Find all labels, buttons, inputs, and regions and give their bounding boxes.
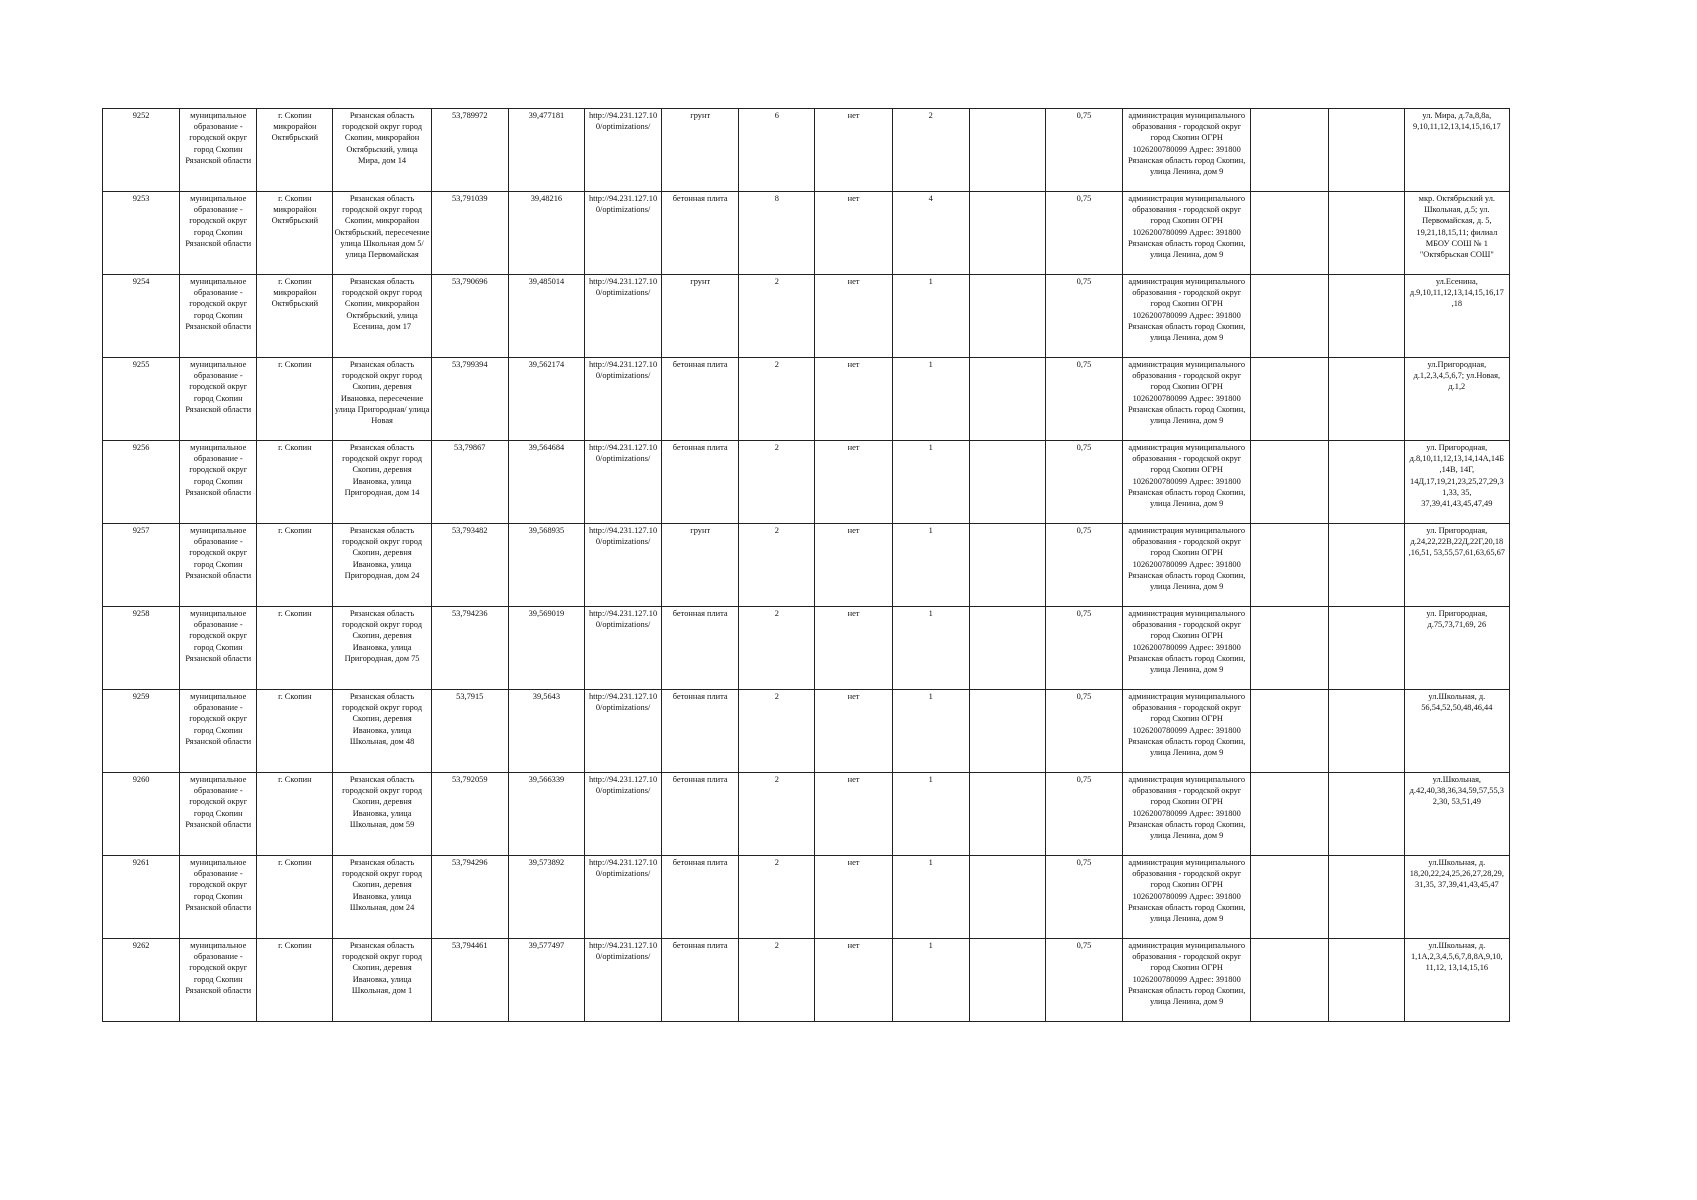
container-count-cell: 1 [892,690,969,773]
area-cell: 2 [739,773,815,856]
table-row [103,856,1510,939]
administration-cell: администрация муниципального образования - городской округ город Скопин ОГРН 1026200780099 Адрес: 391800 Рязанская область город Скопин, улица Ленина, дом 9 [1123,856,1251,939]
table-row [103,275,1510,358]
longitude-cell: 39,569019 [508,607,584,690]
address-cell: Рязанская область городской округ город Скопин, микрорайон Октябрьский, улица Есенина, дом 17 [333,275,431,358]
table-body [103,109,1510,1022]
latitude-cell: 53,799394 [431,358,508,441]
surface-type-cell: бетонная плита [662,607,739,690]
longitude-cell: 39,564684 [508,441,584,524]
fence-cell: нет [815,192,892,275]
surface-type-cell: бетонная плита [662,773,739,856]
map-link-cell: http://94.231.127.10 0/optimizations/ [584,192,661,275]
empty-cell [969,856,1045,939]
address-cell: Рязанская область городской округ город Скопин, деревня Ивановка, улица Школьная, дом 48 [333,690,431,773]
empty-cell [1328,607,1404,690]
address-cell: Рязанская область городской округ город Скопин, микрорайон Октябрьский, пересечение улица Школьная дом 5/ улица Первомайская [333,192,431,275]
area-cell: 2 [739,607,815,690]
container-count-cell: 1 [892,358,969,441]
container-volume-cell: 0,75 [1045,690,1122,773]
locality-cell: г. Скопин микрорайон Октябрьский [257,275,333,358]
row-number-cell: 9261 [103,856,180,939]
waste-sources-cell: ул. Пригородная, д.24,22,22В,22Д,22Г,20,18 ,16,51, 53,55,57,61,63,65,67 [1404,524,1509,607]
longitude-cell: 39,5643 [508,690,584,773]
map-link-cell: http://94.231.127.10 0/optimizations/ [584,358,661,441]
surface-type-cell: бетонная плита [662,441,739,524]
container-volume-cell: 0,75 [1045,275,1122,358]
area-cell: 2 [739,524,815,607]
administration-cell: администрация муниципального образования - городской округ город Скопин ОГРН 1026200780099 Адрес: 391800 Рязанская область город Скопин, улица Ленина, дом 9 [1123,192,1251,275]
administration-cell: администрация муниципального образования - городской округ город Скопин ОГРН 1026200780099 Адрес: 391800 Рязанская область город Скопин, улица Ленина, дом 9 [1123,607,1251,690]
table-row [103,441,1510,524]
empty-cell [1251,939,1328,1022]
empty-cell [969,109,1045,192]
address-cell: Рязанская область городской округ город Скопин, деревня Ивановка, улица Пригородная, дом 24 [333,524,431,607]
owner-cell: муниципальное образование - городской округ город Скопин Рязанской области [180,524,257,607]
fence-cell: нет [815,275,892,358]
empty-cell [1328,856,1404,939]
waste-sources-cell: ул.Пригородная, д.1,2,3,4,5,6,7; ул.Новая, д.1,2 [1404,358,1509,441]
container-count-cell: 1 [892,939,969,1022]
owner-cell: муниципальное образование - городской округ город Скопин Рязанской области [180,275,257,358]
empty-cell [1328,441,1404,524]
map-link-cell: http://94.231.127.10 0/optimizations/ [584,441,661,524]
latitude-cell: 53,790696 [431,275,508,358]
row-number-cell: 9256 [103,441,180,524]
address-cell: Рязанская область городской округ город Скопин, деревня Ивановка, пересечение улица Пригородная/ улица Новая [333,358,431,441]
latitude-cell: 53,794461 [431,939,508,1022]
waste-site-registry-table [102,108,1510,1022]
map-link-cell: http://94.231.127.10 0/optimizations/ [584,939,661,1022]
latitude-cell: 53,7915 [431,690,508,773]
locality-cell: г. Скопин [257,358,333,441]
address-cell: Рязанская область городской округ город Скопин, деревня Ивановка, улица Школьная, дом 59 [333,773,431,856]
container-count-cell: 1 [892,607,969,690]
longitude-cell: 39,562174 [508,358,584,441]
waste-sources-cell: ул.Школьная, д. 1,1А,2,3,4,5,6,7,8,8А,9,10, 11,12, 13,14,15,16 [1404,939,1509,1022]
container-count-cell: 1 [892,441,969,524]
waste-sources-cell: ул. Пригородная, д.75,73,71,69, 26 [1404,607,1509,690]
longitude-cell: 39,577497 [508,939,584,1022]
empty-cell [969,773,1045,856]
latitude-cell: 53,793482 [431,524,508,607]
surface-type-cell: бетонная плита [662,939,739,1022]
owner-cell: муниципальное образование - городской округ город Скопин Рязанской области [180,358,257,441]
empty-cell [1328,275,1404,358]
container-count-cell: 1 [892,773,969,856]
longitude-cell: 39,566339 [508,773,584,856]
surface-type-cell: грунт [662,524,739,607]
longitude-cell: 39,573892 [508,856,584,939]
row-number-cell: 9262 [103,939,180,1022]
longitude-cell: 39,568935 [508,524,584,607]
empty-cell [1251,856,1328,939]
administration-cell: администрация муниципального образования - городской округ город Скопин ОГРН 1026200780099 Адрес: 391800 Рязанская область город Скопин, улица Ленина, дом 9 [1123,690,1251,773]
row-number-cell: 9258 [103,607,180,690]
empty-cell [969,275,1045,358]
container-volume-cell: 0,75 [1045,109,1122,192]
empty-cell [969,690,1045,773]
container-volume-cell: 0,75 [1045,358,1122,441]
address-cell: Рязанская область городской округ город Скопин, деревня Ивановка, улица Пригородная, дом 75 [333,607,431,690]
owner-cell: муниципальное образование - городской округ город Скопин Рязанской области [180,192,257,275]
container-volume-cell: 0,75 [1045,441,1122,524]
row-number-cell: 9255 [103,358,180,441]
empty-cell [1328,524,1404,607]
latitude-cell: 53,794236 [431,607,508,690]
area-cell: 2 [739,939,815,1022]
container-volume-cell: 0,75 [1045,856,1122,939]
map-link-cell: http://94.231.127.10 0/optimizations/ [584,109,661,192]
locality-cell: г. Скопин микрорайон Октябрьский [257,109,333,192]
latitude-cell: 53,79867 [431,441,508,524]
owner-cell: муниципальное образование - городской округ город Скопин Рязанской области [180,441,257,524]
fence-cell: нет [815,441,892,524]
empty-cell [969,192,1045,275]
waste-sources-cell: ул.Школьная, д.42,40,38,36,34,59,57,55,3 2,30, 53,51,49 [1404,773,1509,856]
empty-cell [1328,358,1404,441]
empty-cell [1251,192,1328,275]
address-cell: Рязанская область городской округ город Скопин, деревня Ивановка, улица Пригородная, дом 14 [333,441,431,524]
area-cell: 2 [739,441,815,524]
surface-type-cell: бетонная плита [662,856,739,939]
table-row [103,358,1510,441]
fence-cell: нет [815,856,892,939]
waste-sources-cell: ул. Пригородная, д.8,10,11,12,13,14,14А,14Б ,14В, 14Г, 14Д,17,19,21,23,25,27,29,3 1,33, 35, 37,39,41,43,45,47,49 [1404,441,1509,524]
locality-cell: г. Скопин [257,939,333,1022]
area-cell: 2 [739,358,815,441]
surface-type-cell: грунт [662,109,739,192]
address-cell: Рязанская область городской округ город Скопин, микрорайон Октябрьский, улица Мира, дом 14 [333,109,431,192]
surface-type-cell: бетонная плита [662,192,739,275]
empty-cell [1251,109,1328,192]
container-volume-cell: 0,75 [1045,192,1122,275]
map-link-cell: http://94.231.127.10 0/optimizations/ [584,773,661,856]
owner-cell: муниципальное образование - городской округ город Скопин Рязанской области [180,773,257,856]
owner-cell: муниципальное образование - городской округ город Скопин Рязанской области [180,690,257,773]
empty-cell [1251,690,1328,773]
container-count-cell: 1 [892,275,969,358]
empty-cell [1251,275,1328,358]
map-link-cell: http://94.231.127.10 0/optimizations/ [584,524,661,607]
waste-sources-cell: ул. Мира, д.7а,8,8а, 9,10,11,12,13,14,15,16,17 [1404,109,1509,192]
administration-cell: администрация муниципального образования - городской округ город Скопин ОГРН 1026200780099 Адрес: 391800 Рязанская область город Скопин, улица Ленина, дом 9 [1123,773,1251,856]
empty-cell [1251,441,1328,524]
fence-cell: нет [815,109,892,192]
map-link-cell: http://94.231.127.10 0/optimizations/ [584,690,661,773]
area-cell: 2 [739,690,815,773]
fence-cell: нет [815,773,892,856]
fence-cell: нет [815,607,892,690]
map-link-cell: http://94.231.127.10 0/optimizations/ [584,856,661,939]
fence-cell: нет [815,524,892,607]
empty-cell [1328,690,1404,773]
administration-cell: администрация муниципального образования - городской округ город Скопин ОГРН 1026200780099 Адрес: 391800 Рязанская область город Скопин, улица Ленина, дом 9 [1123,358,1251,441]
locality-cell: г. Скопин [257,773,333,856]
address-cell: Рязанская область городской округ город Скопин, деревня Ивановка, улица Школьная, дом 1 [333,939,431,1022]
latitude-cell: 53,792059 [431,773,508,856]
owner-cell: муниципальное образование - городской округ город Скопин Рязанской области [180,109,257,192]
administration-cell: администрация муниципального образования - городской округ город Скопин ОГРН 1026200780099 Адрес: 391800 Рязанская область город Скопин, улица Ленина, дом 9 [1123,939,1251,1022]
area-cell: 2 [739,856,815,939]
owner-cell: муниципальное образование - городской округ город Скопин Рязанской области [180,939,257,1022]
latitude-cell: 53,791039 [431,192,508,275]
locality-cell: г. Скопин [257,441,333,524]
area-cell: 2 [739,275,815,358]
administration-cell: администрация муниципального образования - городской округ город Скопин ОГРН 1026200780099 Адрес: 391800 Рязанская область город Скопин, улица Ленина, дом 9 [1123,109,1251,192]
map-link-cell: http://94.231.127.10 0/optimizations/ [584,607,661,690]
empty-cell [1251,358,1328,441]
empty-cell [1251,524,1328,607]
area-cell: 6 [739,109,815,192]
latitude-cell: 53,794296 [431,856,508,939]
owner-cell: муниципальное образование - городской округ город Скопин Рязанской области [180,856,257,939]
empty-cell [1328,939,1404,1022]
row-number-cell: 9253 [103,192,180,275]
longitude-cell: 39,485014 [508,275,584,358]
administration-cell: администрация муниципального образования - городской округ город Скопин ОГРН 1026200780099 Адрес: 391800 Рязанская область город Скопин, улица Ленина, дом 9 [1123,275,1251,358]
longitude-cell: 39,477181 [508,109,584,192]
surface-type-cell: грунт [662,275,739,358]
empty-cell [969,607,1045,690]
row-number-cell: 9260 [103,773,180,856]
fence-cell: нет [815,690,892,773]
empty-cell [969,441,1045,524]
table-row [103,773,1510,856]
map-link-cell: http://94.231.127.10 0/optimizations/ [584,275,661,358]
waste-sources-cell: ул.Школьная, д. 18,20,22,24,25,26,27,28,29, 31,35, 37,39,41,43,45,47 [1404,856,1509,939]
waste-sources-cell: ул.Есенина, д.9,10,11,12,13,14,15,16,17 ,18 [1404,275,1509,358]
administration-cell: администрация муниципального образования - городской округ город Скопин ОГРН 1026200780099 Адрес: 391800 Рязанская область город Скопин, улица Ленина, дом 9 [1123,524,1251,607]
container-count-cell: 4 [892,192,969,275]
area-cell: 8 [739,192,815,275]
row-number-cell: 9252 [103,109,180,192]
empty-cell [969,358,1045,441]
latitude-cell: 53,789972 [431,109,508,192]
longitude-cell: 39,48216 [508,192,584,275]
empty-cell [969,939,1045,1022]
empty-cell [1251,773,1328,856]
container-volume-cell: 0,75 [1045,524,1122,607]
container-volume-cell: 0,75 [1045,773,1122,856]
empty-cell [969,524,1045,607]
table-row [103,109,1510,192]
fence-cell: нет [815,939,892,1022]
table-row [103,192,1510,275]
waste-sources-cell: ул.Школьная, д. 56,54,52,50,48,46,44 [1404,690,1509,773]
row-number-cell: 9257 [103,524,180,607]
empty-cell [1328,773,1404,856]
table-row [103,607,1510,690]
container-volume-cell: 0,75 [1045,607,1122,690]
locality-cell: г. Скопин [257,690,333,773]
container-count-cell: 1 [892,524,969,607]
row-number-cell: 9254 [103,275,180,358]
waste-sources-cell: мкр. Октябрьский ул. Школьная, д.5; ул. Первомайская, д. 5, 19,21,18,15,11; филиал МБОУ СОШ № 1 "Октябрьская СОШ" [1404,192,1509,275]
container-count-cell: 2 [892,109,969,192]
empty-cell [1328,109,1404,192]
address-cell: Рязанская область городской округ город Скопин, деревня Ивановка, улица Школьная, дом 24 [333,856,431,939]
surface-type-cell: бетонная плита [662,690,739,773]
container-volume-cell: 0,75 [1045,939,1122,1022]
empty-cell [1251,607,1328,690]
table-row [103,524,1510,607]
administration-cell: администрация муниципального образования - городской округ город Скопин ОГРН 1026200780099 Адрес: 391800 Рязанская область город Скопин, улица Ленина, дом 9 [1123,441,1251,524]
empty-cell [1328,192,1404,275]
owner-cell: муниципальное образование - городской округ город Скопин Рязанской области [180,607,257,690]
locality-cell: г. Скопин [257,856,333,939]
container-count-cell: 1 [892,856,969,939]
table-row [103,939,1510,1022]
locality-cell: г. Скопин [257,607,333,690]
locality-cell: г. Скопин [257,524,333,607]
row-number-cell: 9259 [103,690,180,773]
surface-type-cell: бетонная плита [662,358,739,441]
fence-cell: нет [815,358,892,441]
locality-cell: г. Скопин микрорайон Октябрьский [257,192,333,275]
table-row [103,690,1510,773]
